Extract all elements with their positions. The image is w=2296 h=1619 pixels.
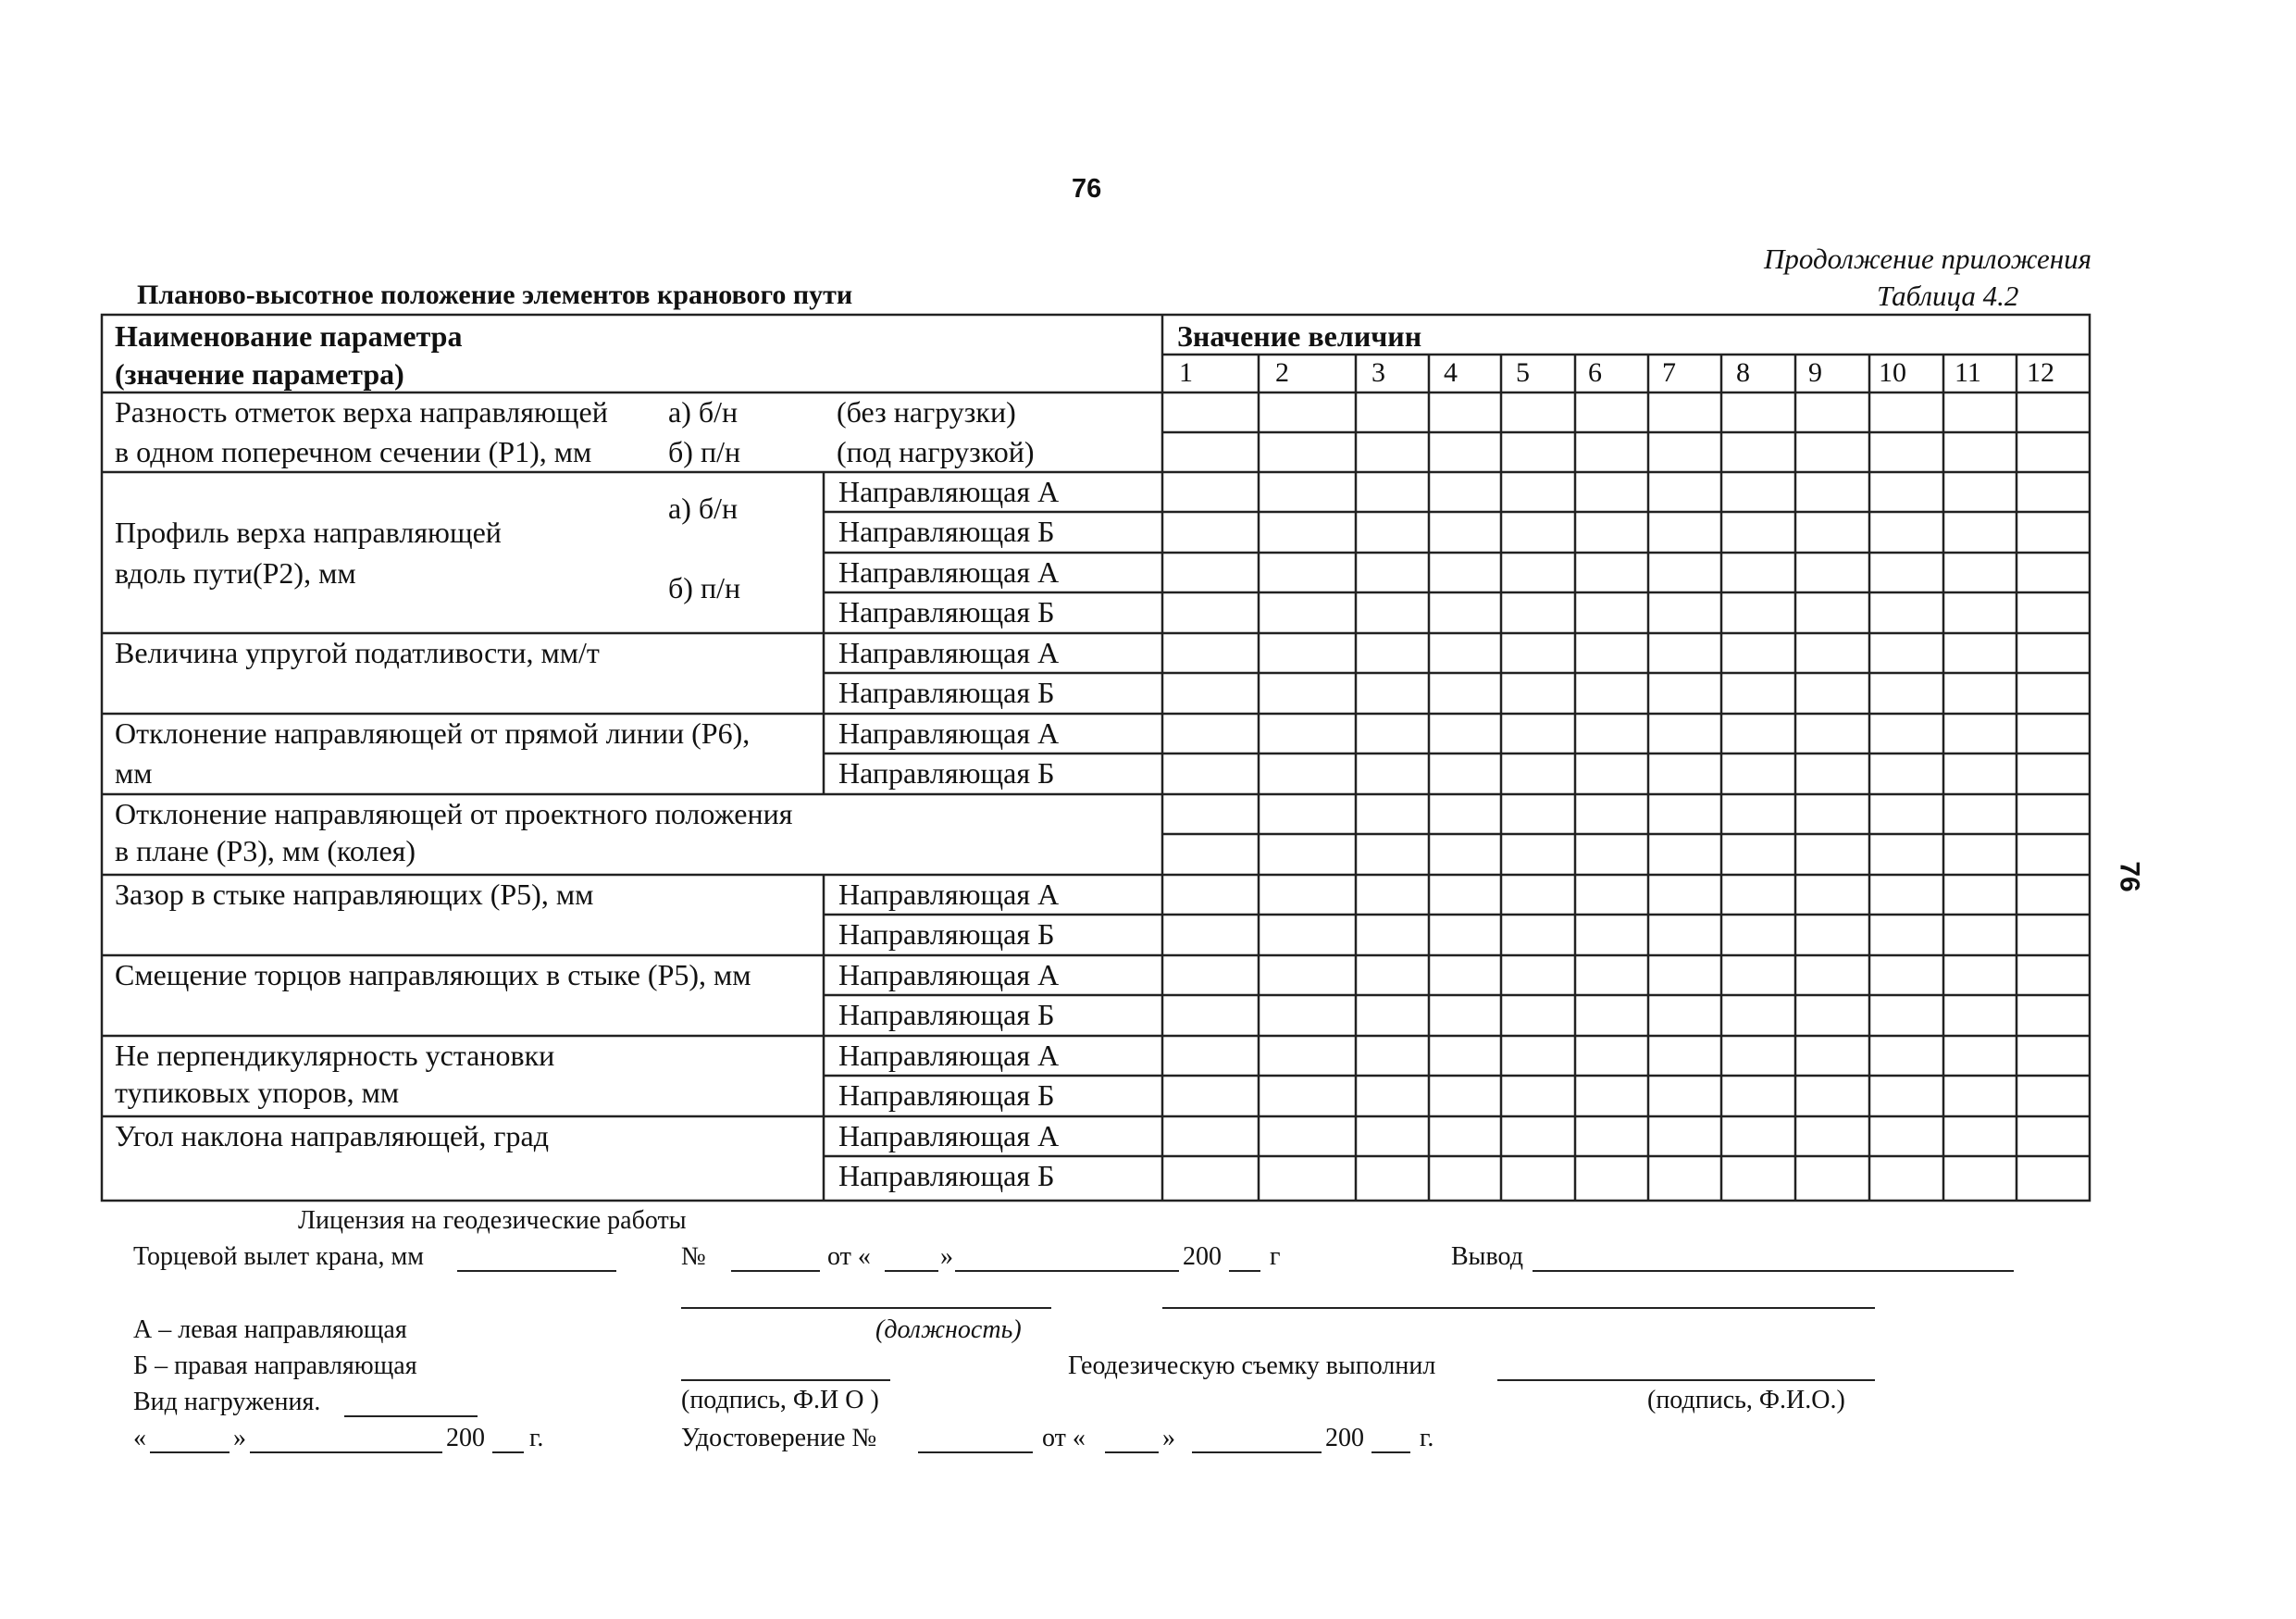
row-p2-a: а) б/н	[668, 492, 738, 525]
surveyor-line[interactable]	[1497, 1379, 1875, 1381]
right-guide-legend: Б – правая направляющая	[133, 1351, 417, 1380]
column-number: 1	[1179, 357, 1193, 388]
row-p6-label: Отклонение направляющей от прямой линии (Р6),	[115, 716, 751, 750]
row-elastic-label: Величина упругой податливости, мм/т	[115, 636, 600, 669]
position-caption: (должность)	[875, 1315, 1022, 1344]
column-number: 4	[1444, 357, 1458, 388]
guide-b: Направляющая Б	[838, 1078, 1055, 1112]
guide-b: Направляющая Б	[838, 917, 1055, 951]
guide-b: Направляющая Б	[838, 595, 1055, 629]
date-year-suffix: г.	[529, 1424, 544, 1452]
guide-b: Направляющая Б	[838, 756, 1055, 790]
row-p1-b: б) п/н	[668, 435, 741, 468]
row-p2-b: б) п/н	[668, 571, 741, 604]
column-number: 7	[1662, 357, 1676, 388]
row-p6-label-2: мм	[115, 756, 153, 790]
guide-a: Направляющая А	[838, 958, 1060, 991]
certificate-day-line[interactable]	[1105, 1451, 1159, 1453]
crane-overhang-line[interactable]	[457, 1270, 616, 1272]
license-label: Лицензия на геодезические работы	[298, 1206, 687, 1235]
certificate-year-line[interactable]	[1371, 1451, 1410, 1453]
date-year-prefix: 200	[446, 1424, 485, 1452]
crane-overhang-label: Торцевой вылет крана, мм	[133, 1242, 424, 1271]
column-number: 5	[1516, 357, 1530, 388]
table-label: Таблица 4.2	[1877, 280, 2019, 312]
guide-a: Направляющая А	[838, 555, 1060, 589]
signature-caption-short: (подпись, Ф.И О )	[681, 1386, 879, 1414]
column-number: 8	[1736, 357, 1750, 388]
guide-b: Направляющая Б	[838, 998, 1055, 1031]
row-p2-label: Профиль верха направляющей	[115, 516, 502, 549]
date-open-quote: «	[133, 1424, 146, 1452]
row-perp-label-2: тупиковых упоров, мм	[115, 1076, 400, 1109]
license-close-quote: »	[940, 1242, 953, 1271]
guide-b: Направляющая Б	[838, 676, 1055, 709]
row-p3-label: Отклонение направляющей от проектного положения	[115, 797, 793, 830]
conclusion-line-2[interactable]	[1162, 1307, 1875, 1309]
signature-line[interactable]	[681, 1379, 890, 1381]
guide-b: Направляющая Б	[838, 1159, 1055, 1192]
guide-a: Направляющая А	[838, 878, 1060, 911]
left-guide-legend: А – левая направляющая	[133, 1315, 407, 1344]
conclusion-label: Вывод	[1451, 1242, 1523, 1271]
row-p1-b-desc: (под нагрузкой)	[837, 435, 1035, 468]
license-month-line[interactable]	[955, 1270, 1179, 1272]
certificate-year-suffix: г.	[1420, 1424, 1434, 1452]
license-year-prefix: 200	[1183, 1242, 1222, 1271]
license-from-label: от «	[827, 1242, 871, 1271]
row-p1-a-desc: (без нагрузки)	[837, 395, 1016, 429]
guide-a: Направляющая А	[838, 1039, 1060, 1072]
date-close-quote: »	[233, 1424, 246, 1452]
date-day-line[interactable]	[150, 1451, 230, 1453]
guide-a: Направляющая А	[838, 475, 1060, 508]
position-line[interactable]	[681, 1307, 1051, 1309]
column-number: 12	[2027, 357, 2054, 388]
header-value: Значение величин	[1177, 319, 1422, 353]
survey-done-label: Геодезическую съемку выполнил	[1068, 1351, 1436, 1380]
signature-caption-full: (подпись, Ф.И.О.)	[1647, 1386, 1845, 1414]
row-p1-a: а) б/н	[668, 395, 738, 429]
certificate-from-label: от «	[1042, 1424, 1086, 1452]
license-year-line[interactable]	[1229, 1270, 1260, 1272]
header-param: Наименование параметра	[115, 319, 463, 353]
row-perp-label: Не перпендикулярность установки	[115, 1039, 555, 1072]
column-number: 6	[1588, 357, 1602, 388]
row-p1-label-2: в одном поперечном сечении (Р1), мм	[115, 435, 592, 468]
load-type-line[interactable]	[344, 1415, 478, 1417]
load-type-label: Вид нагружения.	[133, 1388, 321, 1416]
certificate-close-quote: »	[1162, 1424, 1175, 1452]
license-year-suffix: г	[1270, 1242, 1281, 1271]
guide-a: Направляющая А	[838, 1119, 1060, 1152]
column-number: 2	[1275, 357, 1289, 388]
conclusion-line[interactable]	[1533, 1270, 2014, 1272]
certificate-number-line[interactable]	[918, 1451, 1033, 1453]
date-year-line[interactable]	[492, 1451, 524, 1453]
row-angle-label: Угол наклона направляющей, град	[115, 1119, 549, 1152]
column-number: 11	[1955, 357, 1981, 388]
license-number-label: №	[681, 1242, 706, 1271]
column-number: 3	[1371, 357, 1385, 388]
side-page-number: 76	[2114, 861, 2145, 892]
certificate-month-line[interactable]	[1192, 1451, 1322, 1453]
row-p5-gap-label: Зазор в стыке направляющих (Р5), мм	[115, 878, 594, 911]
certificate-label: Удостоверение №	[681, 1424, 877, 1452]
row-p2-label-2: вдоль пути(Р2), мм	[115, 556, 356, 590]
license-number-line[interactable]	[731, 1270, 820, 1272]
row-p5-shift-label: Смещение торцов направляющих в стыке (Р5), мм	[115, 958, 751, 991]
certificate-year-prefix: 200	[1325, 1424, 1364, 1452]
page-number: 76	[1072, 174, 1102, 204]
column-number: 9	[1808, 357, 1822, 388]
date-month-line[interactable]	[250, 1451, 442, 1453]
row-p1-label: Разность отметок верха направляющей	[115, 395, 608, 429]
guide-a: Направляющая А	[838, 716, 1060, 750]
guide-a: Направляющая А	[838, 636, 1060, 669]
license-day-line[interactable]	[885, 1270, 938, 1272]
header-param-sub: (значение параметра)	[115, 357, 404, 391]
table-title: Планово-высотное положение элементов кранового пути	[137, 280, 853, 310]
row-p3-label-2: в плане (Р3), мм (колея)	[115, 834, 416, 867]
guide-b: Направляющая Б	[838, 515, 1055, 548]
column-number: 10	[1879, 357, 1906, 388]
continuation-label: Продолжение приложения	[1764, 243, 2092, 275]
